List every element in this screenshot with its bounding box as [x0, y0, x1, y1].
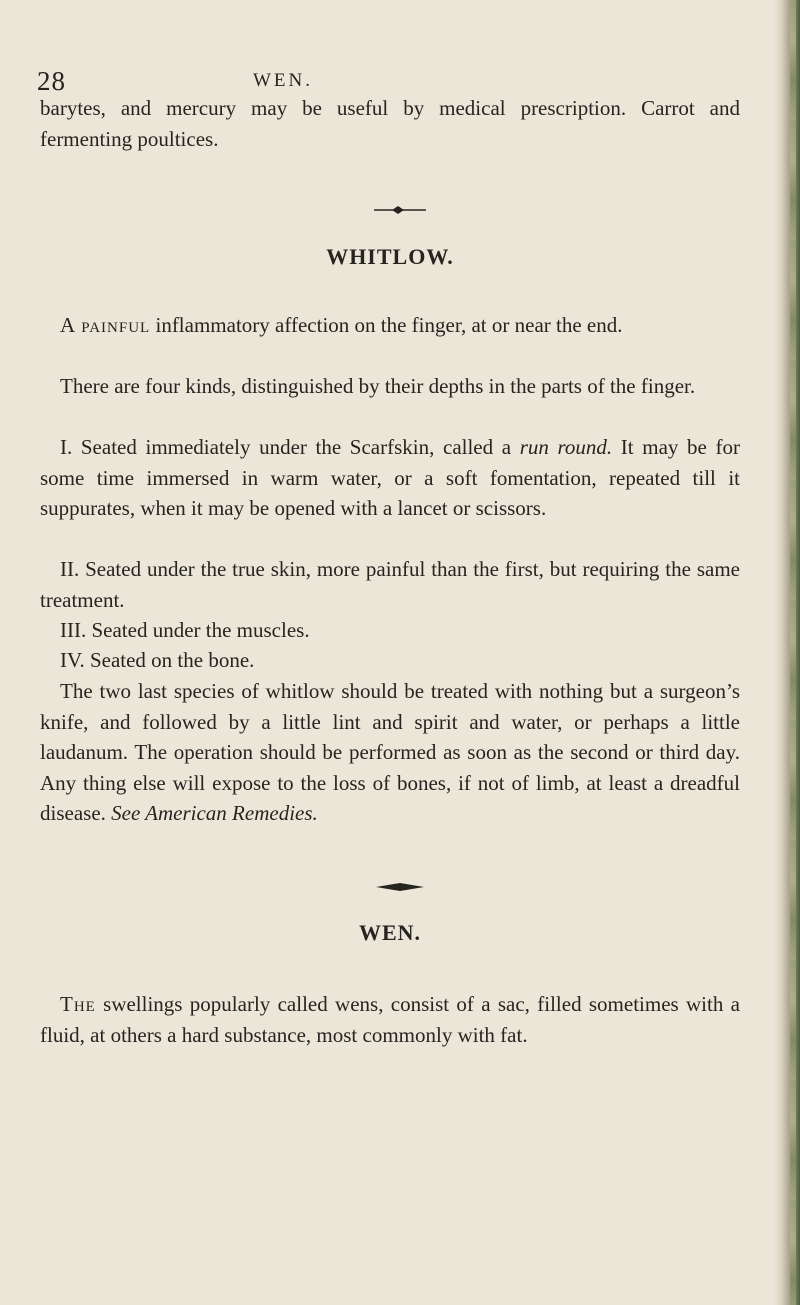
- spine-binding-strip: [790, 0, 796, 1305]
- wen-definition-text: swellings popularly called wens, consist of a sac, filled sometimes with a fluid, at others a hard substance, most commonly with fat.: [40, 992, 740, 1047]
- book-spine-edge: [774, 0, 800, 1305]
- wen-lead-word: The: [60, 992, 96, 1016]
- kind-one-start: I. Seated immediately under the Scarfskin, called a: [60, 435, 520, 459]
- whitlow-treatment-paragraph: [40, 676, 740, 829]
- kind-one-italic-term: run round.: [519, 435, 613, 459]
- section-divider-whitlow: [374, 204, 426, 216]
- whitlow-heading: WHITLOW.: [326, 244, 454, 269]
- running-head: [37, 66, 737, 96]
- whitlow-kind-one-paragraph: [40, 432, 740, 524]
- whitlow-kind-four-paragraph: IV. Seated on the bone.: [60, 648, 255, 672]
- wen-definition-paragraph: [40, 989, 740, 1050]
- see-reference-italic: See American Remedies.: [111, 801, 318, 825]
- whitlow-definition-paragraph: [40, 310, 740, 341]
- running-head-title: WEN.: [253, 70, 314, 91]
- whitlow-kinds-paragraph: There are four kinds, distinguished by their depths in the parts of the finger.: [60, 374, 696, 398]
- kind-one-end: It may be for some time immersed in warm water, or a soft fomentation, repeated till it suppurates, when it may be opened with a lancet or scissors.: [40, 435, 740, 520]
- whitlow-definition-text: inflammatory affection on the finger, at or near the end.: [150, 313, 623, 337]
- page-number: 28: [37, 66, 66, 96]
- intro-paragraph: barytes, and mercury may be useful by medical prescription. Carrot and fermenting poultices.: [40, 96, 740, 151]
- wen-heading: WEN.: [358, 920, 422, 945]
- section-divider-wen: [376, 882, 424, 892]
- whitlow-kind-three-paragraph: III. Seated under the muscles.: [60, 618, 310, 642]
- whitlow-kind-two-paragraph: II. Seated under the true skin, more painful than the first, but requiring the same treatment.: [40, 557, 740, 612]
- whitlow-lead-word: A painful: [60, 313, 151, 337]
- treatment-text: The two last species of whitlow should be treated with nothing but a surgeon’s knife, and followed by a little lint and spirit and water, or perhaps a little laudanum. The operation should be performed as soon as the second or third day. Any thing else will expose to the loss of bones, if not of limb, at least a dreadful disease.: [40, 679, 740, 825]
